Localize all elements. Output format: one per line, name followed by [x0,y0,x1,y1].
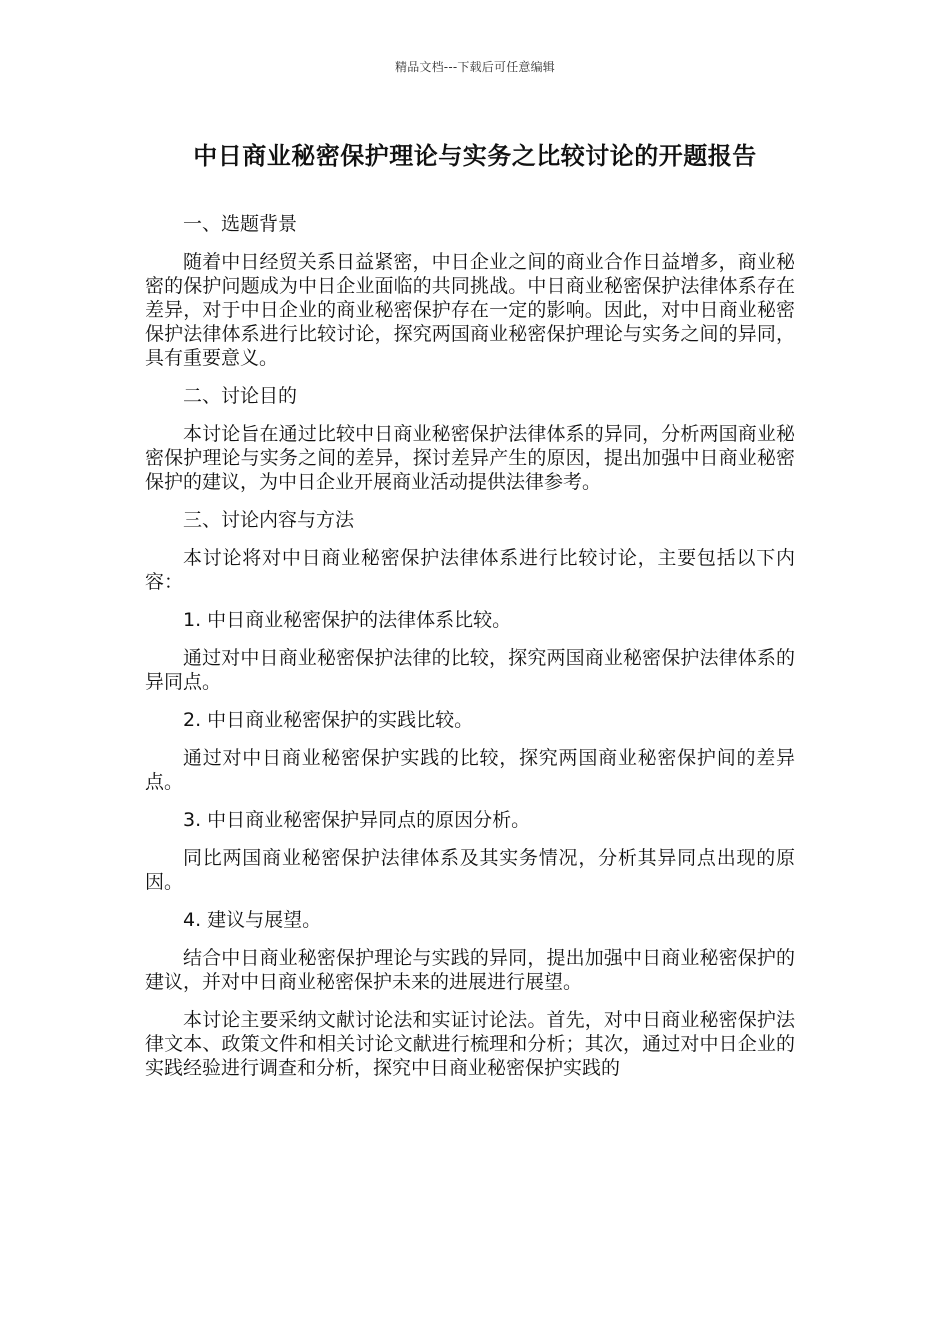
content-item-text: 结合中日商业秘密保护理论与实践的异同，提出加强中日商业秘密保护的建议，并对中日商业秘密保护未来的进展进行展望。 [145,947,795,993]
document-body [145,212,795,1094]
section-heading-background: 一、选题背景 [183,213,298,235]
content-item-text: 通过对中日商业秘密保护实践的比较，探究两国商业秘密保护间的差异点。 [145,747,795,793]
content-intro-paragraph: 本讨论将对中日商业秘密保护法律体系进行比较讨论，主要包括以下内容： [145,547,795,593]
method-paragraph: 本讨论主要采纳文献讨论法和实证讨论法。首先，对中日商业秘密保护法律文本、政策文件和相关讨论文献进行梳理和分析；其次，通过对中日企业的实践经验进行调查和分析，探究中日商业秘密保护实践的 [145,1009,795,1079]
section-heading-content-method: 三、讨论内容与方法 [183,509,355,531]
content-item-label: 3. 中日商业秘密保护异同点的原因分析。 [183,809,531,831]
content-item-text: 通过对中日商业秘密保护法律的比较，探究两国商业秘密保护法律体系的异同点。 [145,647,795,693]
background-paragraph: 随着中日经贸关系日益紧密，中日企业之间的商业合作日益增多，商业秘密的保护问题成为中日企业面临的共同挑战。中日商业秘密保护法律体系存在差异，对于中日企业的商业秘密保护存在一定的影响。因此，对中日商业秘密保护法律体系进行比较讨论，探究两国商业秘密保护理论与实务之间的异同，具有重要意义。 [145,251,795,369]
content-item-text: 同比两国商业秘密保护法律体系及其实务情况，分析其异同点出现的原因。 [145,847,795,893]
header-note: 精品文档---下载后可任意编辑 [395,60,555,74]
purpose-paragraph: 本讨论旨在通过比较中日商业秘密保护法律体系的异同，分析两国商业秘密保护理论与实务之间的差异，探讨差异产生的原因，提出加强中日商业秘密保护的建议，为中日企业开展商业活动提供法律参考。 [145,423,795,493]
content-item-label: 4. 建议与展望。 [183,909,322,931]
content-item-label: 1. 中日商业秘密保护的法律体系比较。 [183,609,512,631]
document-title: 中日商业秘密保护理论与实务之比较讨论的开题报告 [193,142,757,170]
content-item-label: 2. 中日商业秘密保护的实践比较。 [183,709,474,731]
section-heading-purpose: 二、讨论目的 [183,385,298,407]
